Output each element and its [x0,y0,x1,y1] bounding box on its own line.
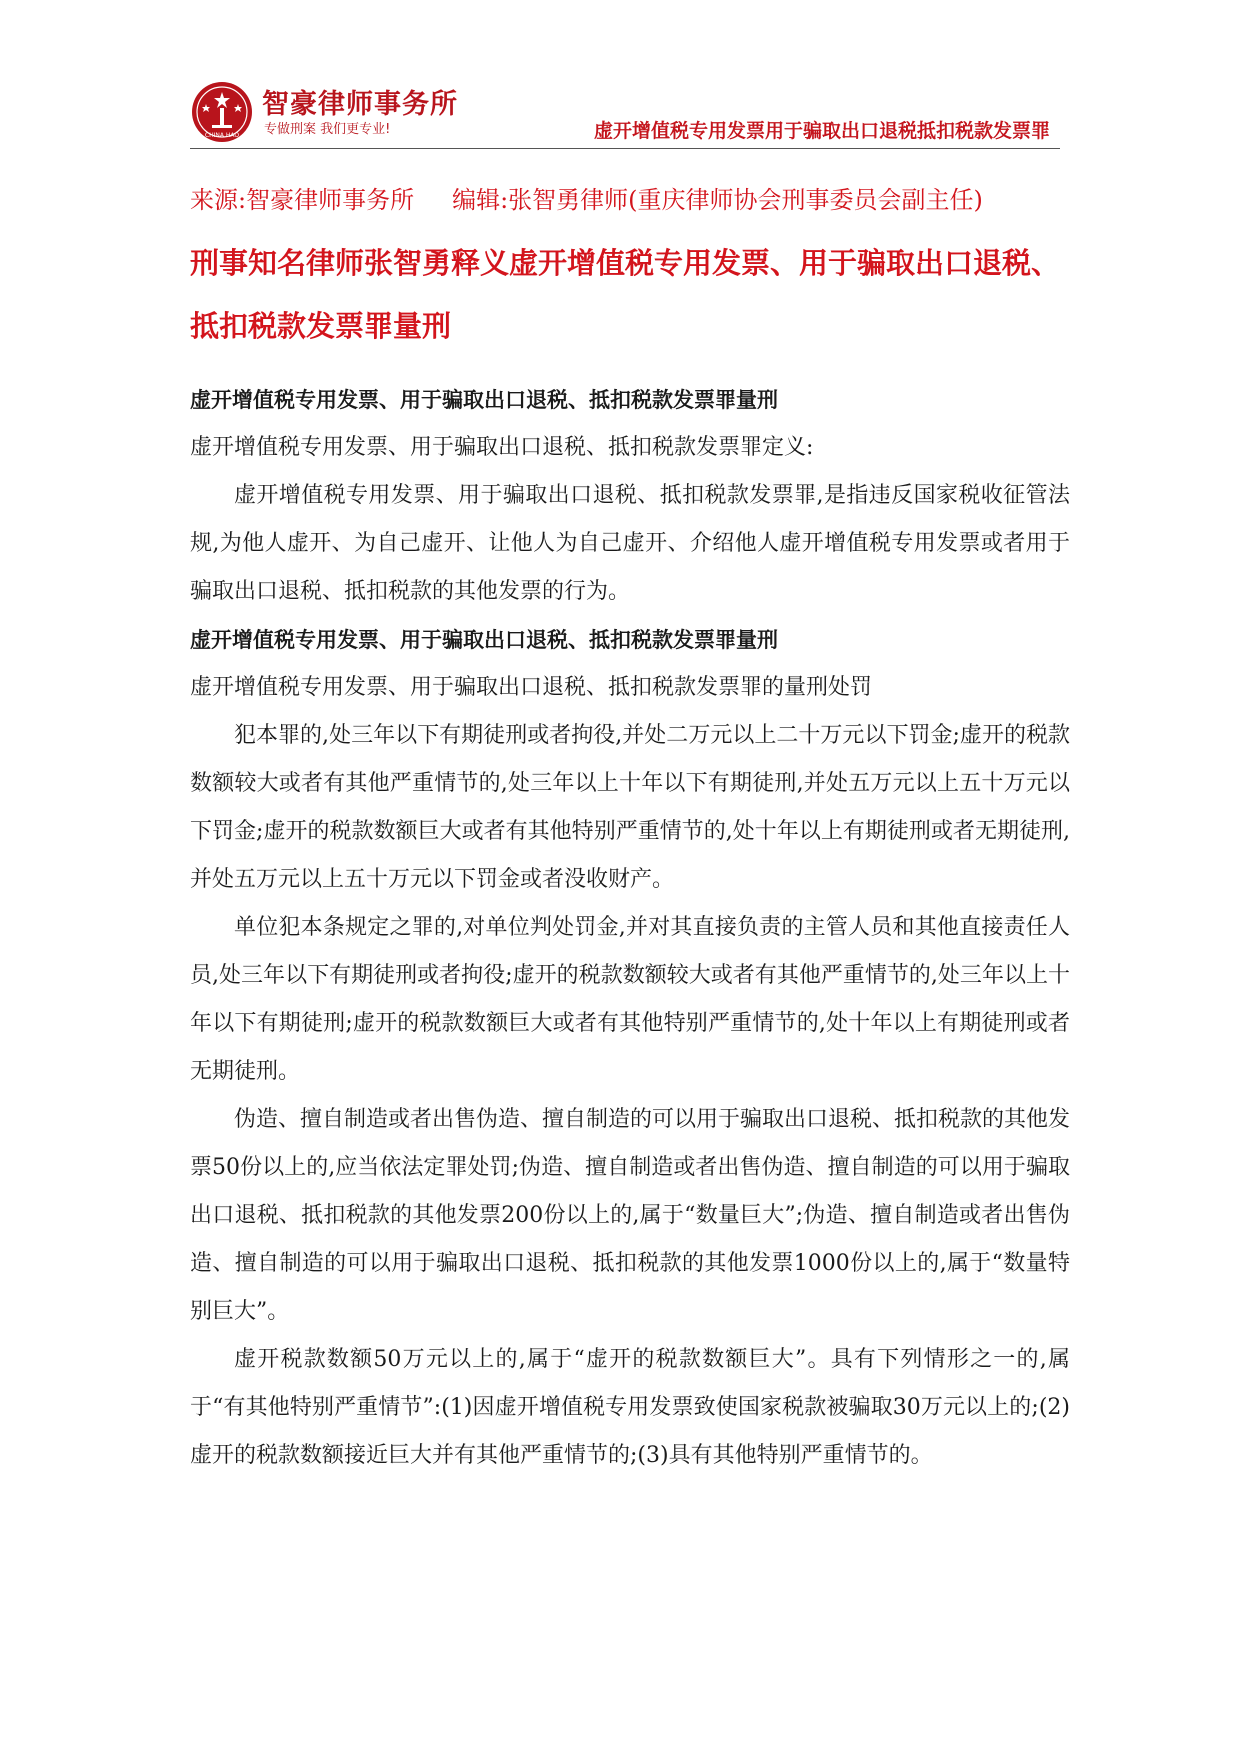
page-header [190,70,1060,150]
section-subheading: 虚开增值税专用发票、用于骗取出口退税、抵扣税款发票罪的量刑处罚 [190,675,873,700]
section-sentencing [190,616,1070,1480]
firm-logo [190,80,630,144]
paragraph: 犯本罪的,处三年以下有期徒刑或者拘役,并处二万元以上二十万元以下罚金;虚开的税款数额较大或者有其他严重情节的,处三年以上十年以下有期徒刑,并处五万元以上五十万元以下罚金;虚开的税款数额巨大或者有其他特别严重情节的,处十年以上有期徒刑或者无期徒刑,并处五万元以上五十万元以下罚金或者没收财产。 [190,723,1070,892]
document-body [190,180,1070,1480]
section-heading: 虚开增值税专用发票、用于骗取出口退税、抵扣税款发票罪量刑 [190,628,778,652]
editor-label: 编辑:张智勇律师(重庆律师协会刑事委员会副主任) [452,186,983,214]
section-subheading: 虚开增值税专用发票、用于骗取出口退税、抵扣税款发票罪定义: [190,435,814,460]
section-definition [190,376,1070,616]
paragraph: 单位犯本条规定之罪的,对单位判处罚金,并对其直接负责的主管人员和其他直接责任人员,处三年以下有期徒刑或者拘役;虚开的税款数额较大或者有其他严重情节的,处三年以上十年以下有期徒刑;虚开的税款数额巨大或者有其他特别严重情节的,处十年以上有期徒刑或者无期徒刑。 [190,915,1070,1084]
scales-emblem-icon [190,80,254,144]
header-divider [190,148,1060,149]
paragraph: 虚开税款数额50万元以上的,属于“虚开的税款数额巨大”。具有下列情形之一的,属于“有其他特别严重情节”:(1)因虚开增值税专用发票致使国家税款被骗取30万元以上的;(2)虚开的税款数额接近巨大并有其他严重情节的;(3)具有其他特别严重情节的。 [190,1347,1070,1468]
emblem-text: CHINA HAO [204,132,240,139]
firm-name: 智豪律师事务所 [262,89,458,120]
paragraph: 虚开增值税专用发票、用于骗取出口退税、抵扣税款发票罪,是指违反国家税收征管法规,为他人虚开、为自己虚开、让他人为自己虚开、介绍他人虚开增值税专用发票或者用于骗取出口退税、抵扣税款的其他发票的行为。 [190,483,1070,604]
meta-line [190,180,1070,220]
section-heading: 虚开增值税专用发票、用于骗取出口退税、抵扣税款发票罪量刑 [190,388,778,412]
firm-slogan: 专做刑案 我们更专业! [264,122,391,137]
paragraph: 伪造、擅自制造或者出售伪造、擅自制造的可以用于骗取出口退税、抵扣税款的其他发票50份以上的,应当依法定罪处罚;伪造、擅自制造或者出售伪造、擅自制造的可以用于骗取出口退税、抵扣税款的其他发票200份以上的,属于“数量巨大”;伪造、擅自制造或者出售伪造、擅自制造的可以用于骗取出口退税、抵扣税款的其他发票1000份以上的,属于“数量特别巨大”。 [190,1107,1071,1324]
header-doc-title: 虚开增值税专用发票用于骗取出口退税抵扣税款发票罪 [593,120,1050,142]
main-title: 刑事知名律师张智勇释义虚开增值税专用发票、用于骗取出口退税、抵扣税款发票罪量刑 [190,246,1061,343]
source-label: 来源:智豪律师事务所 [190,186,415,214]
